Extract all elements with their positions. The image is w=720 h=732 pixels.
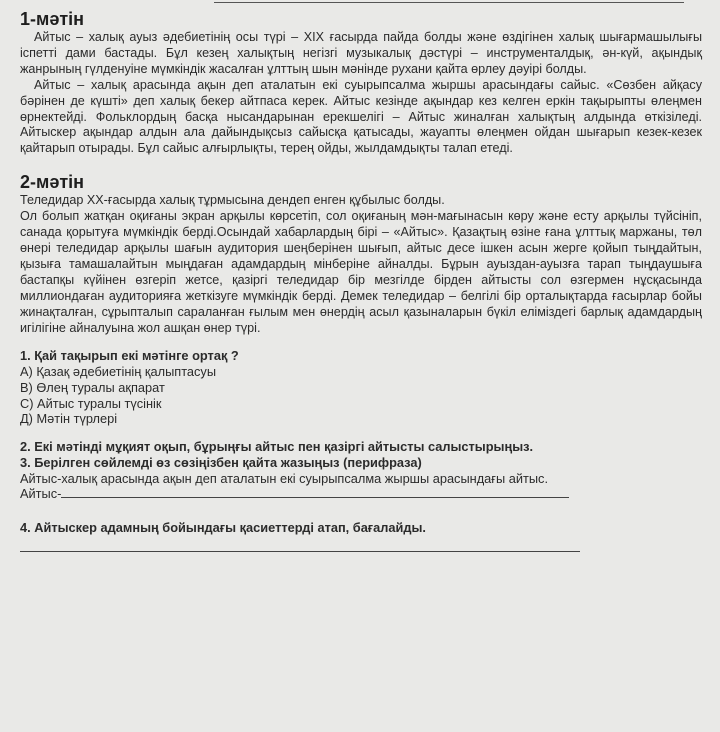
- question-4-answer-line[interactable]: [20, 550, 580, 552]
- text1-paragraph-2: Айтыс – халық арасында ақын деп аталатын екі суырыпсалма жыршы арасындағы сайыс. «Сөзбен айқасу бәрінен де күшті» деп халық бекер айтпаса керек. Айтыс кезінде ақындар кез келген еркін тақырыпты өлеңмен өрнектейді. Фольклордың басқа нысандарынан ерекшелігі – Айтыс жиналған халықтың алдында өткізіледі. Айтыскер ақындар алдын ала дайындықсыз сайысқа қатысады, жауапты өлеңмен ойдан шығарып кезек-кезек қайтарып отырады. Бұл сайыс алғырлықты, терең ойды, жылдамдықты талап етеді.: [20, 77, 702, 156]
- question-3-text: 3. Берілген сөйлемді өз сөзіңізбен қайта жазыңыз (перифраза): [20, 454, 422, 470]
- question-1: [20, 348, 702, 426]
- text2-paragraph-2: Ол болып жатқан оқиғаны экран арқылы көрсетіп, сол оқиғаның мән-мағынасын көру және есту арқылы түйсініп, санада қорытуға мүмкіндік берді.Осындай хабарлардың бірі – «Айтыс». Қазақтың өзіне ғана ұлттық маржаны, төл өнері теледидар арқылы шағын аудитория шеңберінен шығып, айтыс десе ішкен асын жерге қойып тыңдайтын, қызыға тамашалайтын мыңдаған адамдардың мінберіне айналды. Бұрын ауыздан-ауызға тарап тыңдаушыға бастапқы күйінен өзгеріп жетсе, қазіргі теледидар бір мезгілде бірден айтысты сол өзгермен нұсқасында миллиондаған аудиторияға жеткізуге мүмкіндік берді. Демек теледидар – белгілі бір орталықтарда ғасырлар бойы жинақталған, сұрыпталып сараланған ғылым мен өнердің асыл қазыналарын бүкіл еліміздегі барлық адамдардың игілігіне айналуына жол ашқан өнер түрі.: [20, 209, 702, 335]
- question-4-text: 4. Айтыскер адамның бойындағы қасиеттерді атап, бағалайды.: [20, 519, 426, 535]
- question-3-answer-row: [20, 486, 702, 502]
- question-1-option-a: А) Қазақ әдебиетінің қалыптасуы: [20, 364, 217, 380]
- question-1-text: 1. Қай тақырып екі мәтінге ортақ ?: [20, 348, 239, 364]
- question-1-option-b: В) Өлең туралы ақпарат: [20, 380, 165, 395]
- question-3-sentence: Айтыс-халық арасында ақын деп аталатын екі суырыпсалма жыршы арасындағы айтыс.: [20, 470, 549, 486]
- top-divider: [214, 2, 684, 3]
- text2-title: 2-мәтін: [20, 172, 85, 193]
- question-3-answer-prefix: Айтыс-: [20, 486, 62, 502]
- text1-paragraph-1: Айтыс – халық ауыз әдебиетінің осы түрі – XIX ғасырда пайда болды және өздігінен халық шығармашылығы іспетті дами бастады. Бұл кезең халықтың негізгі музыкалық дәстүрі – инструменталдық, ән-күй, ақындық жанрының гүлденуіне мүмкіндік жасалған ұлттың шын мәнінде рухани қайта өрлеу дәуірі болды.: [20, 30, 702, 76]
- question-2-text: 2. Екі мәтінді мұқият оқып, бұрыңғы айтыс пен қазіргі айтысты салыстырыңыз.: [20, 438, 534, 454]
- text2-paragraph-1: Теледидар XX-ғасырда халық тұрмысына дендеп енген құбылыс болды.: [20, 193, 445, 208]
- question-4: [20, 520, 702, 552]
- question-2-3: [20, 439, 702, 502]
- text1-title: 1-мәтін: [20, 9, 85, 29]
- question-1-option-c: С) Айтыс туралы түсінік: [20, 395, 162, 411]
- question-3-answer-line[interactable]: [61, 486, 569, 498]
- question-1-option-d: Д) Мәтін түрлері: [20, 411, 118, 427]
